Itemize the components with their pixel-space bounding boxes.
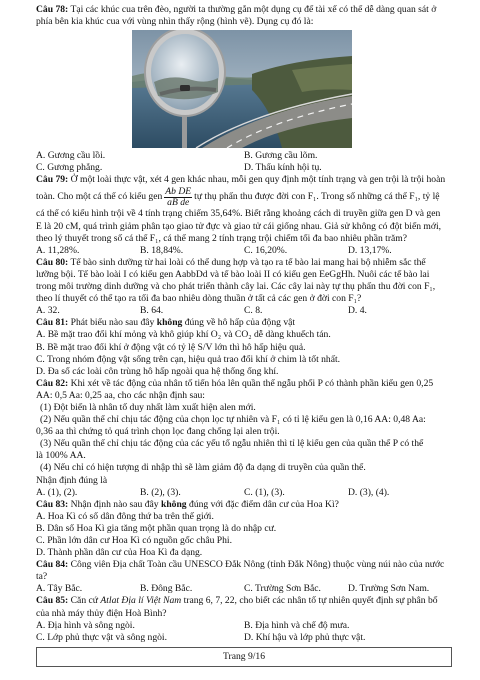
- mountain-road-mirror-image: [132, 30, 352, 148]
- q85-option-a: A. Địa hình và sông ngòi.: [36, 619, 135, 631]
- q83-option-a: A. Hoa Kì có số dân đông thứ ba trên thế giới.: [36, 510, 214, 522]
- q84-option-a: A. Tây Bắc.: [36, 583, 83, 595]
- q85-line1: Câu 85: Căn cứ Atlat Địa lí Việt Nam trang 6, 7, 22, cho biết các nhân tố tự nhiên quyết định sự phân bố: [36, 595, 438, 607]
- q83-option-b: B. Dân số Hoa Kì gia tăng một phần quan trọng là do nhập cư.: [36, 522, 277, 534]
- q78-option-c: C. Gương phẳng.: [36, 162, 103, 174]
- q82-ask: Nhận định đúng là: [36, 474, 108, 486]
- q85-line2: của nhà máy thủy điện Hoà Bình?: [36, 607, 167, 619]
- q81-stem: Câu 81: Phát biểu nào sau đây không đúng về hô hấp của động vật: [36, 317, 296, 329]
- convex-mirror-photo: [132, 30, 352, 148]
- q78-line2: phía bên kia khúc cua với vùng nhìn thấy rộng (hình vẽ). Dụng cụ đó là:: [36, 16, 314, 28]
- q79-option-b: B. 18,84%.: [140, 244, 184, 256]
- q81-option-d: D. Đa số các loài côn trùng hô hấp ngoài qua hệ thống ống khí.: [36, 365, 279, 377]
- q78-option-a: A. Gương cầu lồi.: [36, 150, 106, 162]
- q80-line1: Câu 80: Tế bào sinh dưỡng từ hai loài có thể dung hợp và tạo ra tế bào lai mang hai bộ nhiễm sắc thể: [36, 256, 426, 268]
- q79-line1: Câu 79: Ở một loài thực vật, xét 4 gen khác nhau, mỗi gen quy định một tính trạng và gen trội là trội hoàn: [36, 174, 446, 186]
- q84-option-d: D. Trường Sơn Nam.: [348, 583, 430, 595]
- q82-option-d: D. (3), (4).: [348, 486, 390, 498]
- q80-line4: theo lí thuyết có thể tạo ra tối đa bao nhiêu dòng thuần ở tất cả các gen ở đời con F₁?: [36, 293, 362, 305]
- q82-option-a: A. (1), (2).: [36, 486, 78, 498]
- q80-option-a: A. 32.: [36, 305, 60, 317]
- q80-option-d: D. 4.: [348, 305, 367, 317]
- q80-option-c: C. 8.: [244, 305, 263, 317]
- q85-options-row2: [36, 632, 452, 644]
- q79-line5: theo lý thuyết trong số cá thể F₁, cá thể mang 2 tính trạng trội chiếm tối đa bao nhiêu phần trăm?: [36, 232, 408, 244]
- q82-statement-4: (4) Nếu chỉ có hiện tượng di nhập thì sẽ làm giảm độ đa dạng di truyền của quần thể.: [40, 462, 366, 474]
- q80-line3: trong môi trường dinh dưỡng và cho phát triển thành cây lai. Các cây lai này tự thụ phấn thu đời con F₁,: [36, 281, 436, 293]
- q79-line2: toàn. Cho một cá thể có kiểu gen $\frac{\text{Ab DE}}{\text{aB de}}$ tự thụ phấn thu được đời con F₁. Trong số những cá thể F₁, tỷ lệ: [36, 185, 440, 208]
- q82-statement-3b: là 100% AA.: [36, 450, 86, 462]
- q84-line1: Câu 84: Công viên Địa chất Toàn cầu UNESCO Đắk Nông (tỉnh Đắk Nông) thuộc vùng núi nào của nước: [36, 559, 445, 571]
- q79-line3: cá thể có kiểu hình trội về 4 tính trạng chiếm 35,64%. Biết rằng khoảng cách di truyền giữa gen D và gen: [36, 208, 441, 220]
- q79-line4: E là 20 cM, quá trình giảm phân tạo giao tử đực và giao tử cái giống nhau. Giả sử không có đột biến mới,: [36, 220, 442, 232]
- q81-option-a: A. Bề mặt trao đổi khí mỏng và khô giúp khí O₂ và CO₂ dễ dàng khuếch tán.: [36, 329, 331, 341]
- q85-option-d: D. Khí hậu và lớp phủ thực vật.: [244, 631, 366, 643]
- genotype-fraction: $\frac{\text{Ab DE}}{\text{aB de}}$: [165, 185, 192, 208]
- q82-line1: Câu 82: Khi xét về tác động của nhân tố tiến hóa lên quần thể ngẫu phối P có thành phần kiểu gen 0,25: [36, 377, 434, 389]
- q85-option-c: C. Lớp phủ thực vật và sông ngòi.: [36, 631, 167, 643]
- q78-label: Câu 78:: [36, 4, 69, 15]
- q79-option-a: A. 11,28%.: [36, 244, 80, 256]
- q82-option-c: C. (1), (3).: [244, 486, 285, 498]
- q79-option-c: C. 16,20%.: [244, 244, 288, 256]
- q82-options: [36, 487, 452, 499]
- q82-line2: AA: 0,5 Aa: 0,25 aa, cho các nhận định sau:: [36, 389, 205, 401]
- page-footer: [36, 647, 452, 667]
- q78-line1: Câu 78: Tại các khúc cua trên đèo, người ta thường gắn một dụng cụ để tài xế có thể dễ dàng quan sát ở: [36, 4, 437, 15]
- q78-option-b: B. Gương cầu lõm.: [244, 150, 318, 162]
- q79-options: [36, 245, 452, 257]
- q80-options: [36, 305, 452, 317]
- q84-options: [36, 583, 452, 595]
- q85-option-b: B. Địa hình và chế độ mưa.: [244, 619, 350, 631]
- q82-statement-2a: (2) Nếu quần thể chỉ chịu tác động của chọn lọc tự nhiên và F₁ có tỉ lệ kiểu gen là 0,16 AA: 0,48 Aa:: [40, 414, 426, 426]
- q82-option-b: B. (2), (3).: [140, 486, 181, 498]
- q84-line2: ta?: [36, 571, 48, 583]
- q81-option-c: C. Trong nhóm động vật sống trên cạn, hiệu quả trao đổi khí ở chim là tốt nhất.: [36, 353, 341, 365]
- q78-options-row2: [36, 162, 452, 174]
- q81-option-b: B. Bề mặt trao đổi khí ở động vật có tỷ lệ S/V lớn thì hô hấp hiệu quả.: [36, 341, 306, 353]
- q83-option-d: D. Thành phần dân cư của Hoa Kì đa dạng.: [36, 547, 203, 559]
- q84-option-c: C. Trường Sơn Bắc.: [244, 583, 321, 595]
- q82-statement-2b: 0,36 aa thì chứng tỏ quá trình chọn lọc đang chống lại alen trội.: [36, 426, 280, 438]
- q83-stem: Câu 83: Nhận định nào sau đây không đúng với đặc điểm dân cư của Hoa Kì?: [36, 498, 339, 510]
- q78-options-row1: [36, 150, 452, 162]
- q84-option-b: B. Đông Bắc.: [140, 583, 193, 595]
- q79-option-d: D. 13,17%.: [348, 244, 392, 256]
- q82-statement-1: (1) Đột biến là nhân tố duy nhất làm xuất hiện alen mới.: [40, 401, 256, 413]
- page-number: Trang 9/16: [222, 651, 266, 662]
- q85-options-row1: [36, 620, 452, 632]
- q82-statement-3a: (3) Nếu quần thể chỉ chịu tác động của các yếu tố ngẫu nhiên thì tỉ lệ kiểu gen của quần thể P có thể: [40, 438, 424, 450]
- q83-option-c: C. Phần lớn dân cư Hoa Kì có nguồn gốc châu Phi.: [36, 535, 232, 546]
- q78-option-d: D. Thấu kính hội tụ.: [244, 162, 322, 174]
- q80-option-b: B. 64.: [140, 305, 164, 317]
- q80-line2: lưỡng bội. Tế bào loài I có kiểu gen AabbDd và tế bào loài II có kiểu gen EeGgHh. Nuôi các tế bào lai: [36, 268, 430, 280]
